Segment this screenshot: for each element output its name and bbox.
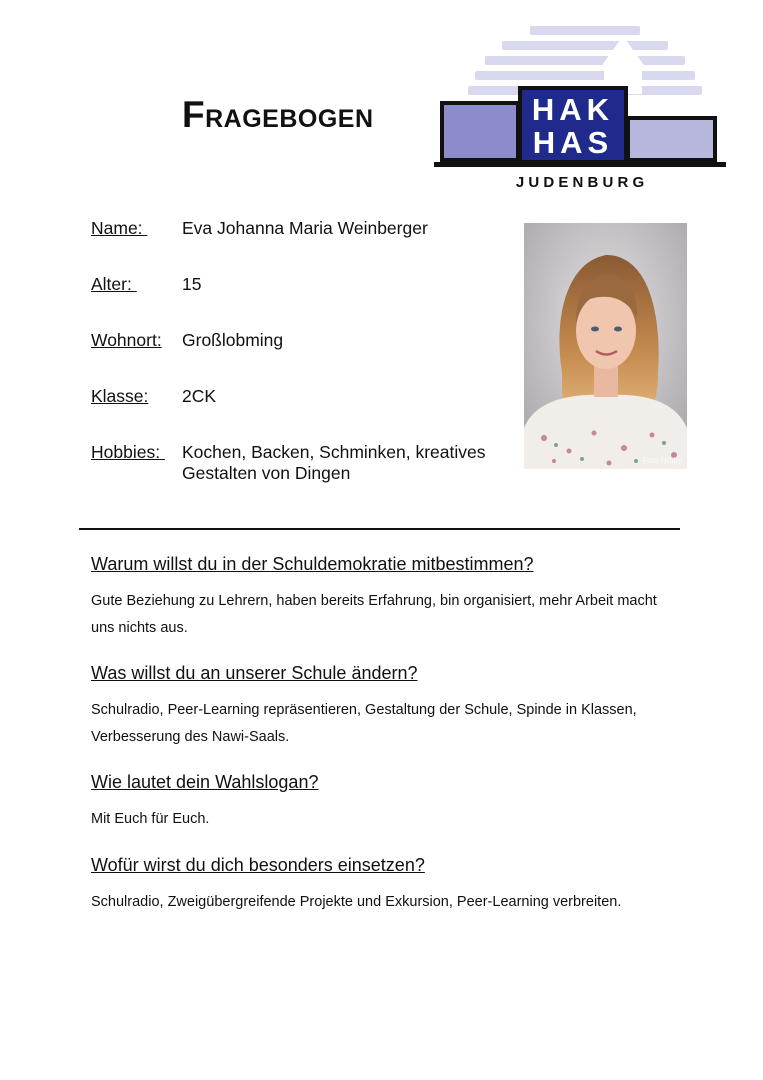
residence-value: Großlobming — [182, 330, 284, 350]
section-divider — [79, 528, 680, 530]
logo-text-hak: HAK — [531, 92, 615, 127]
page-title: FRAGEBOGEN — [182, 94, 374, 135]
answer-1: Gute Beziehung zu Lehrern, haben bereits Erfahrung, bin organisiert, mehr Arbeit macht uns nichts aus. — [91, 593, 657, 636]
class-label: Klasse: — [91, 386, 149, 406]
age-label: Alter: — [91, 274, 137, 294]
question-4: Wofür wirst du dich besonders einsetzen? — [91, 855, 425, 875]
name-label: Name: — [91, 218, 148, 238]
logo-stripes — [468, 26, 702, 95]
answer-4: Schulradio, Zweigübergreifende Projekte und Exkursion, Peer-Learning verbreiten. — [91, 894, 622, 910]
question-3: Wie lautet dein Wahlslogan? — [91, 772, 319, 792]
logo-left-block — [442, 103, 518, 160]
logo-text-has: HAS — [532, 125, 614, 160]
answer-3: Mit Euch für Euch. — [91, 811, 210, 827]
class-value: 2CK — [182, 386, 217, 406]
student-photo — [524, 223, 687, 469]
answer-2: Schulradio, Peer-Learning repräsentieren, Gestaltung der Schule, Spinde in Klassen, Verbesserung des Nawi-Saals. — [91, 702, 637, 745]
hobbies-label: Hobbies: — [91, 442, 165, 462]
question-2: Was willst du an unserer Schule ändern? — [91, 663, 418, 683]
logo-right-block — [628, 118, 715, 160]
name-value: Eva Johanna Maria Weinberger — [182, 218, 428, 238]
school-logo — [430, 20, 730, 195]
residence-label: Wohnort: — [91, 330, 162, 350]
logo-city: J U D E N B U R G — [515, 174, 645, 191]
question-1: Warum willst du in der Schuldemokratie mitbestimmen? — [91, 554, 534, 574]
hobbies-value: Kochen, Backen, Schminken, kreatives Gestalten von Dingen — [182, 442, 486, 483]
logo-baseline — [434, 162, 726, 167]
age-value: 15 — [182, 274, 202, 294]
photo-watermark: Foto Hruby — [642, 456, 682, 465]
